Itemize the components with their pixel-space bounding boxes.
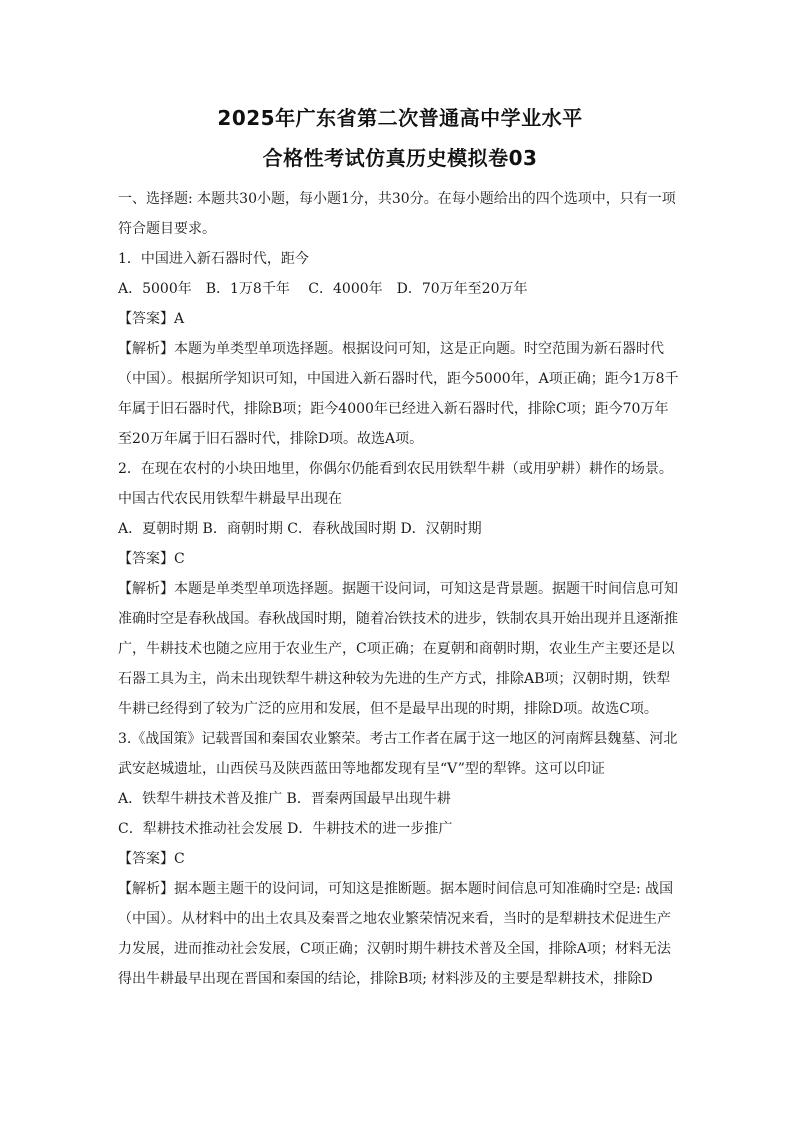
document-title-line1: 2025年广东省第二次普通高中学业水平 bbox=[217, 106, 583, 130]
question-stem: 2．在现在农村的小块田地里，你偶尔仍能看到农民用铁犁牛耕（或用驴耕）耕作的场景。中国古代农民用铁犁牛耕最早出现在 bbox=[118, 461, 673, 507]
question-stem: 3.《战国策》记载晋国和秦国农业繁荣。考古工作者在属于这一地区的河南辉县魏墓、河北武安赵城遗址，山西侯马及陕西蓝田等地都发现有呈“V”型的犁铧。这可以印证 bbox=[118, 731, 678, 777]
question-analysis: 【解析】据本题主题干的设问词，可知这是推断题。据本题时间信息可知准确时空是: 战国（中国）。从材料中的出土农具及秦晋之地农业繁荣情况来看，当时的是犁耕技术促进生产力发展，进而推动社会发展，C项正确；汉朝时期牛耕技术普及全国，排除A项；材料无法得出牛耕最早出现在晋国和秦国的结论，排除B项; 材料涉及的主要是犁耕技术，排除D bbox=[118, 881, 674, 987]
question-answer: 【答案】C bbox=[118, 551, 185, 567]
question-options-line1: A．铁犁牛耕技术普及推广 B．晋秦两国最早出现牛耕 bbox=[118, 791, 451, 807]
question-analysis: 【解析】本题为单类型单项选择题。根据设问可知，这是正向题。时空范围为新石器时代（中国）。根据所学知识可知，中国进入新石器时代，距今5000年，A项正确；距今1万8千年属于旧石器时代，排除B项；距今4000年已经进入新石器时代，排除C项；距今70万年至20万年属于旧石器时代，排除D项。故选A项。 bbox=[118, 341, 679, 447]
section-intro: 一、选择题: 本题共30小题，每小题1分，共30分。在每小题给出的四个选项中，只有一项符合题目要求。 bbox=[118, 191, 676, 237]
document-title-line2: 合格性考试仿真历史模拟卷03 bbox=[262, 146, 538, 170]
question-analysis: 【解析】本题是单类型单项选择题。据题干设问词，可知这是背景题。据题干时间信息可知准确时空是春秋战国。春秋战国时期，随着冶铁技术的进步，铁制农具开始出现并且逐渐推广，牛耕技术也随之应用于农业生产，C项正确；在夏朝和商朝时期，农业生产主要还是以石器工具为主，尚未出现铁犁牛耕这种较为先进的生产方式，排除AB项；汉朝时期，铁犁牛耕已经得到了较为广泛的应用和发展，但不是最早出现的时期，排除D项。故选C项。 bbox=[118, 581, 678, 717]
question-answer: 【答案】A bbox=[118, 311, 185, 327]
question-3 bbox=[118, 724, 682, 994]
question-stem: 1．中国进入新石器时代，距今 bbox=[118, 251, 309, 267]
question-1 bbox=[118, 244, 682, 454]
question-answer: 【答案】C bbox=[118, 851, 185, 867]
question-options-line2: C．犁耕技术推动社会发展 D．牛耕技术的进一步推广 bbox=[118, 821, 453, 837]
question-options: A．5000年 B．1万8千年 C．4000年 D．70万年至20万年 bbox=[118, 281, 528, 297]
question-options: A．夏朝时期 B．商朝时期 C．春秋战国时期 D．汉朝时期 bbox=[118, 521, 482, 537]
question-2 bbox=[118, 454, 682, 724]
